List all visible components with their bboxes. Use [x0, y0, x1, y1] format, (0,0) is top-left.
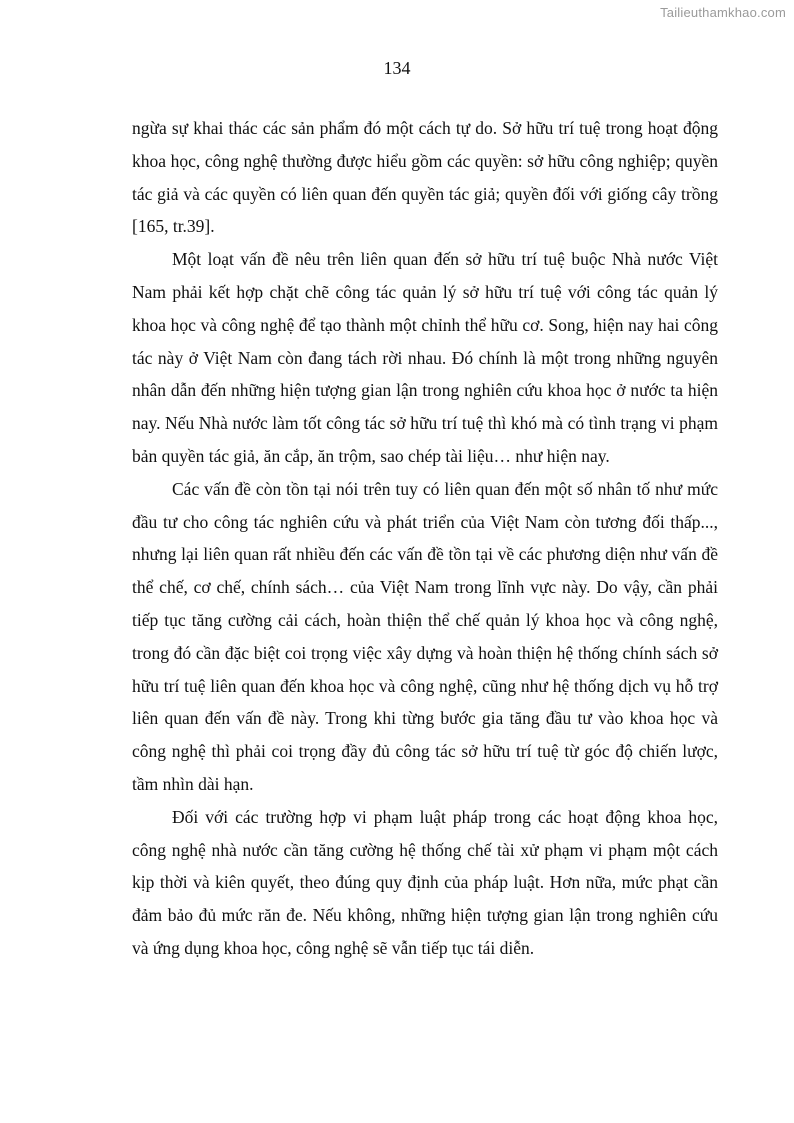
document-body	[132, 112, 718, 965]
paragraph-continuation: ngừa sự khai thác các sản phẩm đó một cách tự do. Sở hữu trí tuệ trong hoạt động khoa học, công nghệ thường được hiểu gồm các quyền: sở hữu công nghiệp; quyền tác giả và các quyền có liên quan đến quyền tác giả; quyền đối với giống cây trồng [165, tr.39].	[132, 118, 718, 237]
page-number: 134	[383, 58, 411, 78]
watermark-text: Tailieuthamkhao.com	[660, 5, 786, 20]
paragraph: Một loạt vấn đề nêu trên liên quan đến sở hữu trí tuệ buộc Nhà nước Việt Nam phải kết hợp chặt chẽ công tác quản lý sở hữu trí tuệ với công tác quản lý khoa học và công nghệ để tạo thành một chỉnh thể hữu cơ. Song, hiện nay hai công tác này ở Việt Nam còn đang tách rời nhau. Đó chính là một trong những nguyên nhân dẫn đến những hiện tượng gian lận trong nghiên cứu khoa học ở nước ta hiện nay. Nếu Nhà nước làm tốt công tác sở hữu trí tuệ thì khó mà có tình trạng vi phạm bản quyền tác giả, ăn cắp, ăn trộm, sao chép tài liệu… như hiện nay.	[132, 249, 718, 466]
paragraph: Đối với các trường hợp vi phạm luật pháp trong các hoạt động khoa học, công nghệ nhà nước cần tăng cường hệ thống chế tài xử phạm vi phạm một cách kịp thời và kiên quyết, theo đúng quy định của pháp luật. Hơn nữa, mức phạt cần đảm bảo đủ mức răn đe. Nếu không, những hiện tượng gian lận trong nghiên cứu và ứng dụng khoa học, công nghệ sẽ vẫn tiếp tục tái diễn.	[132, 806, 718, 958]
paragraph: Các vấn đề còn tồn tại nói trên tuy có liên quan đến một số nhân tố như mức đầu tư cho công tác nghiên cứu và phát triển của Việt Nam còn tương đối thấp..., nhưng lại liên quan rất nhiều đến các vấn đề tồn tại về các phương diện như vấn đề thể chế, cơ chế, chính sách… của Việt Nam trong lĩnh vực này. Do vậy, cần phải tiếp tục tăng cường cải cách, hoàn thiện thể chế quản lý khoa học và công nghệ, trong đó cần đặc biệt coi trọng việc xây dựng và hoàn thiện hệ thống chính sách sở hữu trí tuệ liên quan đến khoa học và công nghệ, cũng như hệ thống dịch vụ hỗ trợ liên quan đến vấn đề này. Trong khi từng bước gia tăng đầu tư vào khoa học và công nghệ thì phải coi trọng đầy đủ công tác sở hữu trí tuệ từ góc độ chiến lược, tầm nhìn dài hạn.	[132, 478, 718, 794]
